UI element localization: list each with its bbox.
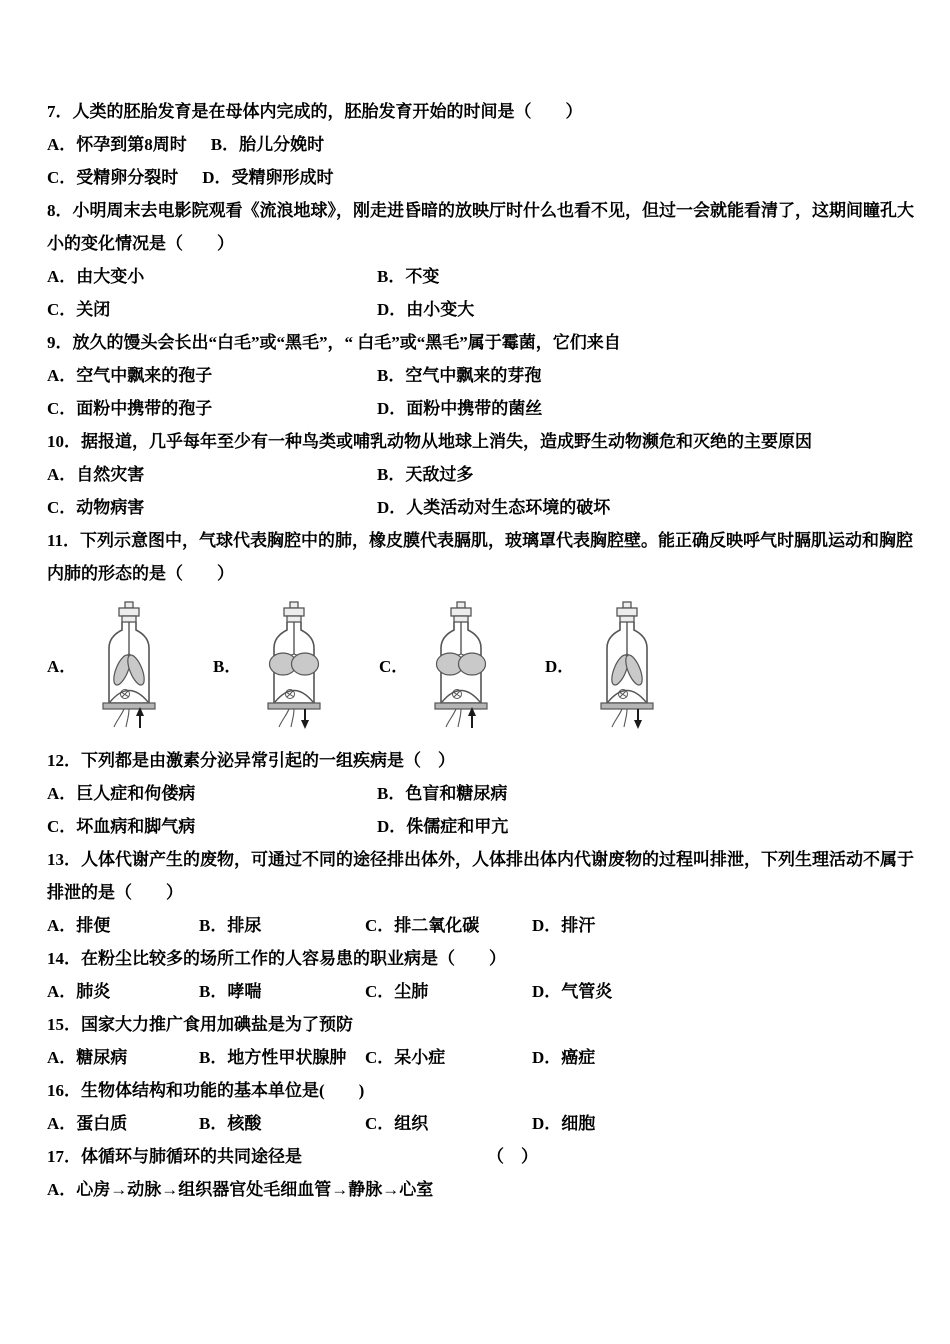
option-c: C．组织: [365, 1114, 429, 1133]
option-row: [47, 810, 908, 843]
stopper-icon: [284, 602, 304, 622]
bell-jar-diagram-b: [253, 600, 335, 732]
option-c: C．呆小症: [365, 1048, 446, 1067]
option-row: [47, 260, 908, 293]
question-stem-text: 17．体循环与肺循环的共同途径是: [47, 1147, 302, 1166]
option-b: B．核酸: [199, 1114, 262, 1133]
option-b: B．不变: [377, 267, 440, 286]
figure-label: A．: [47, 656, 77, 676]
option-a: A．巨人症和佝偻病: [47, 784, 196, 803]
stopper-icon: [617, 602, 637, 622]
option-a: A．空气中飘来的孢子: [47, 366, 213, 385]
lungs-inflated-icon: [437, 653, 486, 675]
figure-label: D．: [545, 656, 575, 676]
option-row: [47, 293, 908, 326]
question-stem: 11．下列示意图中，气球代表胸腔中的肺，橡皮膜代表膈肌，玻璃罩代表胸腔壁。能正确反映呼气时膈肌运动和胸腔: [47, 531, 914, 550]
question-stem: 10．据报道，几乎每年至少有一种鸟类或哺乳动物从地球上消失，造成野生动物濒危和灭绝的主要原因: [47, 432, 812, 451]
pull-string: [114, 709, 129, 727]
bell-jar-diagram-a: [88, 600, 170, 732]
question-15: [47, 1008, 908, 1074]
question-17: [47, 1140, 908, 1206]
arrow-up-icon: [468, 707, 476, 728]
option-a: A．自然灾害: [47, 465, 145, 484]
stopper-icon: [451, 602, 471, 622]
option-c: C．关闭: [47, 300, 111, 319]
bell-jar-figure-row: [47, 596, 908, 736]
question-stem: 15．国家大力推广食用加碘盐是为了预防: [47, 1015, 353, 1034]
arrow-up-icon: [136, 707, 144, 728]
jar-base: [103, 703, 155, 709]
option-b: B．空气中飘来的芽孢: [377, 366, 542, 385]
jar-base: [435, 703, 487, 709]
question-9: [47, 326, 908, 425]
question-stem: 9．放久的馒头会长出“白毛”或“黑毛”，“ 白毛”或“黑毛”属于霉菌，它们来自: [47, 333, 621, 352]
option-d: D．人类活动对生态环境的破坏: [377, 498, 611, 517]
option-a: A．蛋白质: [47, 1114, 128, 1133]
option-b: B．胎儿分娩时: [210, 135, 325, 154]
question-stem: 16．生物体结构和功能的基本单位是( ): [47, 1081, 365, 1100]
option-row: [47, 161, 908, 194]
question-7: [47, 95, 908, 194]
lungs-inflated-icon: [270, 653, 319, 675]
option-c: C．动物病害: [47, 498, 145, 517]
option-d: D．排汗: [532, 916, 596, 935]
question-10: [47, 425, 908, 524]
question-stem-continued: 排泄的是（ ）: [47, 883, 183, 902]
pull-string: [446, 709, 461, 727]
option-a: A．心房→动脉→组织器官处毛细血管→静脉→心室: [47, 1180, 434, 1199]
option-c: C．尘肺: [365, 982, 429, 1001]
question-8: [47, 194, 914, 326]
question-stem: 12．下列都是由激素分泌异常引起的一组疾病是（ ）: [47, 751, 455, 770]
option-a: A．糖尿病: [47, 1048, 128, 1067]
question-stem: 13．人体代谢产生的废物，可通过不同的途径排出体外，人体排出体内代谢废物的过程叫排泄，下列生理活动不属于: [47, 850, 914, 869]
question-stem-continued: 小的变化情况是（ ）: [47, 234, 234, 253]
option-a: A．由大变小: [47, 267, 145, 286]
option-row: [47, 1041, 908, 1074]
arrow-down-icon: [634, 709, 642, 729]
arrow-down-icon: [301, 709, 309, 729]
option-row: [47, 359, 908, 392]
jar-base: [601, 703, 653, 709]
bell-jar-diagram-c: [420, 600, 502, 732]
option-d: D．由小变大: [377, 300, 475, 319]
question-14: [47, 942, 908, 1008]
option-d: D．细胞: [532, 1114, 596, 1133]
option-row: [47, 1107, 908, 1140]
question-stem: 14．在粉尘比较多的场所工作的人容易患的职业病是（ ）: [47, 949, 506, 968]
option-d: D．侏儒症和甲亢: [377, 817, 509, 836]
option-c: C．面粉中携带的孢子: [47, 399, 213, 418]
figure-label: B．: [213, 656, 242, 676]
question-13: [47, 843, 914, 942]
bell-jar-diagram-d: [586, 600, 668, 732]
option-d: D．面粉中携带的菌丝: [377, 399, 543, 418]
option-b: B．地方性甲状腺肿: [199, 1048, 347, 1067]
option-d: D．气管炎: [532, 982, 613, 1001]
option-row: [47, 491, 908, 524]
stopper-icon: [119, 602, 139, 622]
option-row: [47, 975, 908, 1008]
question-11: [47, 524, 914, 736]
option-b: B．天敌过多: [377, 465, 474, 484]
bell-jar-figure: [213, 600, 379, 732]
question-stem: 7．人类的胚胎发育是在母体内完成的，胚胎发育开始的时间是（ ）: [47, 102, 583, 121]
jar-base: [268, 703, 320, 709]
option-row: [47, 392, 908, 425]
figure-label: C．: [379, 656, 409, 676]
option-row: [47, 1173, 908, 1206]
answer-parentheses: （ ）: [487, 1147, 538, 1166]
pull-string: [279, 709, 294, 727]
option-c: C．排二氧化碳: [365, 916, 480, 935]
question-stem: 8．小明周末去电影院观看《流浪地球》，刚走进昏暗的放映厅时什么也看不见，但过一会就能看清了，这期间瞳孔大: [47, 201, 914, 220]
bell-jar-figure: [47, 600, 213, 732]
option-a: A．怀孕到第8周时: [47, 135, 187, 154]
option-a: A．肺炎: [47, 982, 111, 1001]
lungs-deflated-icon: [111, 653, 148, 687]
option-d: D．受精卵形成时: [202, 168, 334, 187]
option-d: D．癌症: [532, 1048, 596, 1067]
option-a: A．排便: [47, 916, 111, 935]
option-row: [47, 128, 908, 161]
option-c: C．坏血病和脚气病: [47, 817, 196, 836]
option-b: B．排尿: [199, 916, 262, 935]
option-b: B．色盲和糖尿病: [377, 784, 508, 803]
option-row: [47, 777, 908, 810]
pull-string: [612, 709, 627, 727]
option-b: B．哮喘: [199, 982, 262, 1001]
question-16: [47, 1074, 908, 1140]
question-stem: [47, 1140, 908, 1173]
option-row: [47, 458, 908, 491]
question-stem-continued: 内肺的形态的是（ ）: [47, 564, 234, 583]
lungs-deflated-icon: [609, 653, 646, 687]
question-12: [47, 744, 908, 843]
bell-jar-figure: [379, 600, 545, 732]
option-c: C．受精卵分裂时: [47, 168, 179, 187]
option-row: [47, 909, 908, 942]
bell-jar-figure: [545, 600, 711, 732]
